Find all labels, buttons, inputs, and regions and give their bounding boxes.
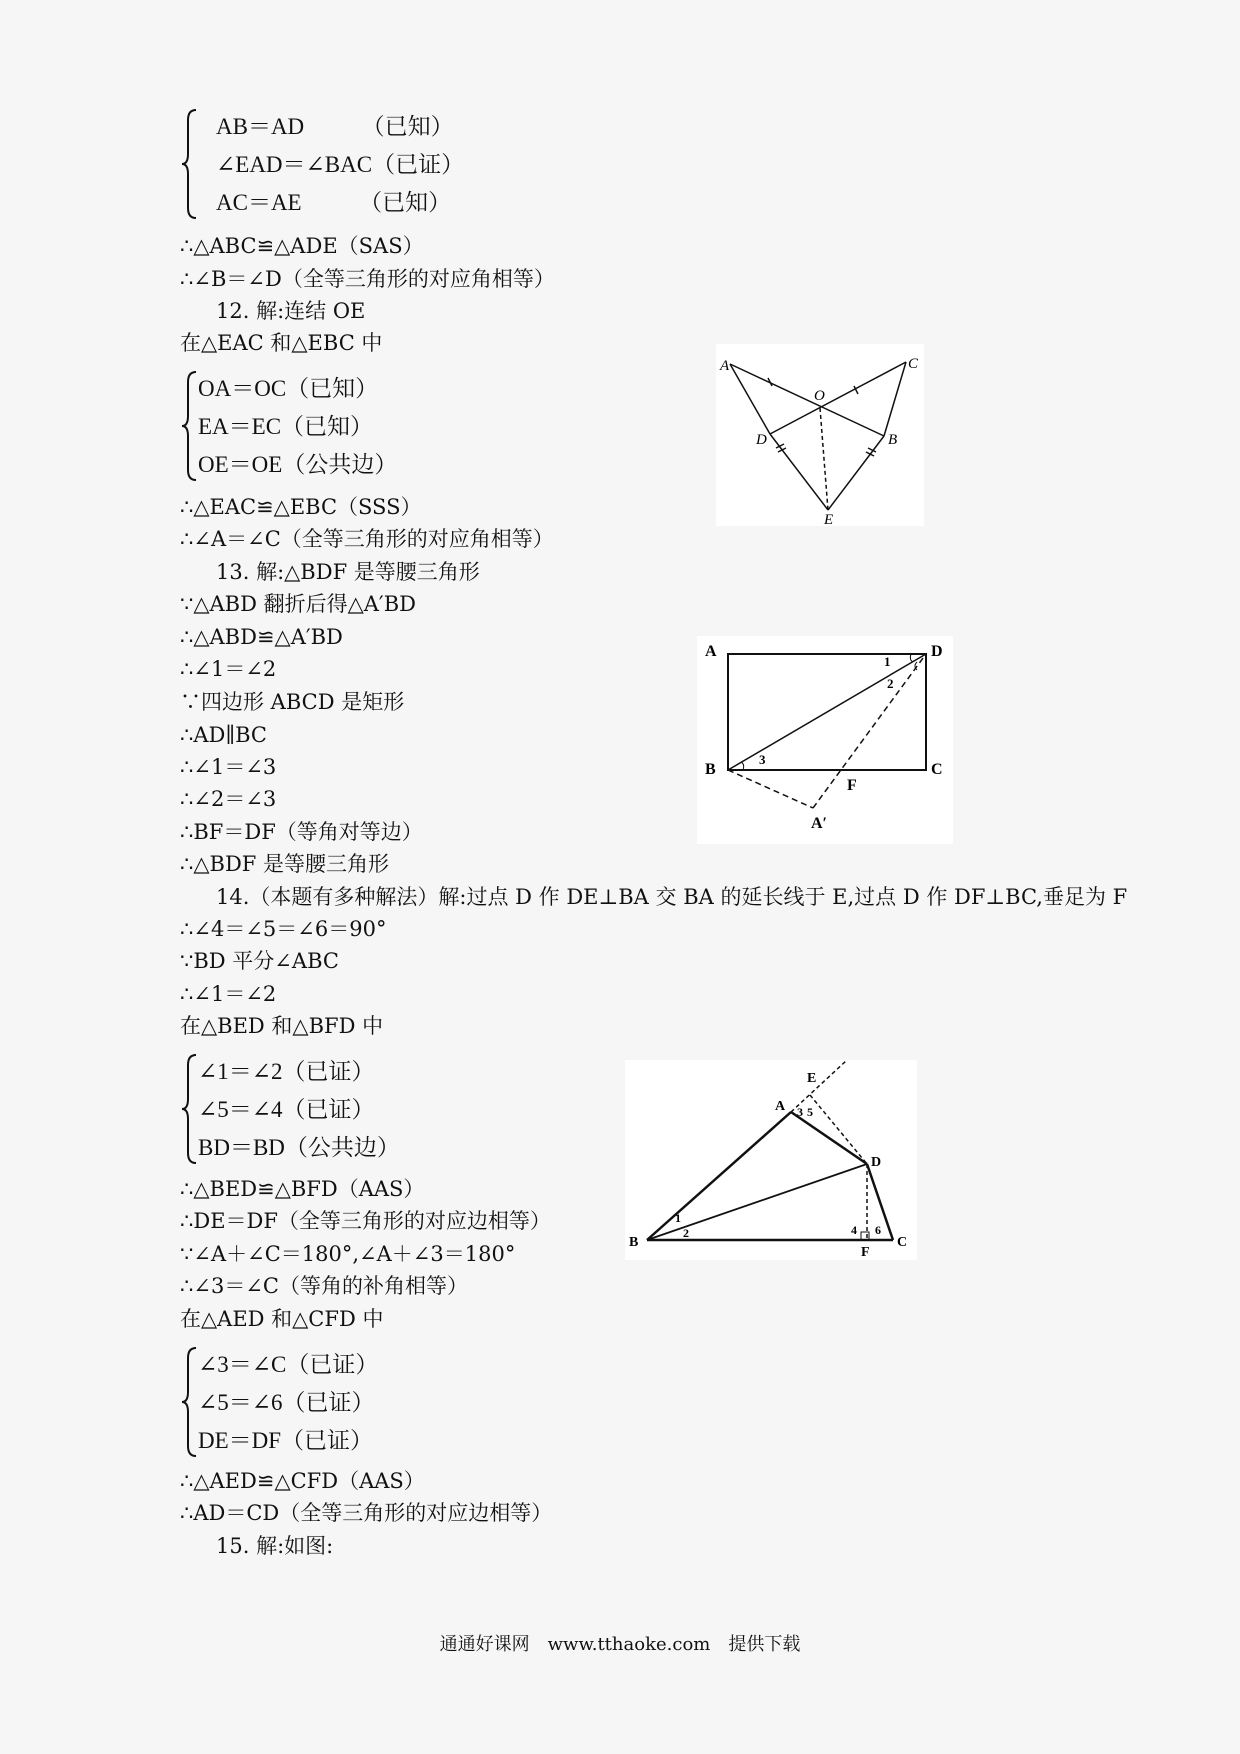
label-A: A <box>720 358 730 374</box>
text-line: ∴∠4＝∠5＝∠6＝90° <box>180 917 387 941</box>
text-line: 在△BED 和△BFD 中 <box>180 1014 384 1038</box>
label-B: B <box>888 432 898 448</box>
text-line: ∴△BED≌△BFD（AAS） <box>180 1177 425 1201</box>
equation-row: ∠EAD＝∠BAC（已证） <box>216 152 465 177</box>
text-line: ∴△ABC≌△ADE（SAS） <box>180 234 424 258</box>
equation-row: ∠5＝∠6（已证） <box>198 1390 375 1415</box>
figure-14 <box>625 1060 917 1260</box>
angle-5: 5 <box>807 1105 813 1119</box>
equation-row: AB＝AD （已知） <box>216 114 454 139</box>
text-line: 在△EAC 和△EBC 中 <box>180 331 383 355</box>
equation-row: DE＝DF（已证） <box>198 1428 374 1453</box>
equation-row: BD＝BD（公共边） <box>198 1135 400 1160</box>
brace-icon <box>180 108 200 220</box>
label-A: A <box>705 643 717 660</box>
label-D: D <box>756 432 767 448</box>
text-line: ∴AD＝CD（全等三角形的对应边相等） <box>180 1501 553 1525</box>
angle-4: 4 <box>851 1223 857 1237</box>
label-C: C <box>931 761 943 778</box>
label-C: C <box>897 1235 908 1250</box>
label-B: B <box>705 761 716 778</box>
footer: 通通好课网 www.tthaoke.com 提供下载 <box>439 1634 801 1655</box>
text-line: ∴AD∥BC <box>180 723 267 747</box>
text-line: ∴DE＝DF（全等三角形的对应边相等） <box>180 1209 551 1233</box>
label-F: F <box>861 1245 870 1260</box>
label-A-prime: A′ <box>811 815 828 832</box>
brace-icon <box>180 1346 200 1458</box>
label-D: D <box>871 1155 882 1170</box>
label-E: E <box>807 1071 817 1086</box>
text-line: ∵∠A＋∠C＝180°,∠A＋∠3＝180° <box>180 1242 516 1266</box>
problem-heading: 13. 解:△BDF 是等腰三角形 <box>216 560 480 584</box>
problem-heading: 15. 解:如图: <box>216 1534 334 1558</box>
angle-6: 6 <box>875 1223 881 1237</box>
text-line: 在△AED 和△CFD 中 <box>180 1307 384 1331</box>
angle-3: 3 <box>759 752 766 767</box>
problem-heading: 12. 解:连结 OE <box>216 299 366 323</box>
equation-row: AC＝AE （已知） <box>216 190 452 215</box>
label-A: A <box>775 1099 786 1114</box>
brace-icon <box>180 370 200 482</box>
text-line: ∴△EAC≌△EBC（SSS） <box>180 495 422 519</box>
text-line: ∴BF＝DF（等角对等边） <box>180 820 423 844</box>
text-line: ∴△BDF 是等腰三角形 <box>180 852 390 876</box>
text-line: ∴∠1＝∠2 <box>180 657 277 681</box>
figure-13 <box>697 636 953 844</box>
text-line: ∴∠1＝∠2 <box>180 982 277 1006</box>
problem-heading: 14.（本题有多种解法）解:过点 D 作 DE⊥BA 交 BA 的延长线于 E,过点 D 作 DF⊥BC,垂足为 F <box>216 885 1128 909</box>
angle-1: 1 <box>675 1211 681 1225</box>
label-E: E <box>824 512 834 526</box>
text-line: ∵四边形 ABCD 是矩形 <box>180 690 405 714</box>
equation-row: ∠1＝∠2（已证） <box>198 1059 375 1084</box>
angle-2: 2 <box>683 1226 689 1240</box>
text-line: ∴∠A＝∠C（全等三角形的对应角相等） <box>180 527 554 551</box>
text-line: ∵BD 平分∠ABC <box>180 949 339 973</box>
text-line: ∴∠1＝∠3 <box>180 755 277 779</box>
label-B: B <box>629 1235 639 1250</box>
angle-1: 1 <box>884 654 891 669</box>
equation-row: OA＝OC（已知） <box>198 376 379 401</box>
equation-row: ∠5＝∠4（已证） <box>198 1097 375 1122</box>
text-line: ∵△ABD 翻折后得△A′BD <box>180 592 416 616</box>
label-D: D <box>931 643 943 660</box>
text-line: ∴∠3＝∠C（等角的补角相等） <box>180 1274 468 1298</box>
brace-icon <box>180 1053 200 1165</box>
angle-2: 2 <box>887 676 894 691</box>
equation-row: OE＝OE（公共边） <box>198 452 398 477</box>
label-F: F <box>847 777 857 794</box>
text-line: ∴∠B＝∠D（全等三角形的对应角相等） <box>180 267 555 291</box>
label-O: O <box>814 388 825 404</box>
text-line: ∴△AED≌△CFD（AAS） <box>180 1469 425 1493</box>
equation-row: EA＝EC（已知） <box>198 414 374 439</box>
label-C: C <box>908 356 919 372</box>
figure-12 <box>716 344 924 526</box>
text-line: ∴∠2＝∠3 <box>180 787 277 811</box>
angle-3: 3 <box>797 1105 803 1119</box>
equation-row: ∠3＝∠C（已证） <box>198 1352 379 1377</box>
text-line: ∴△ABD≌△A′BD <box>180 625 343 649</box>
